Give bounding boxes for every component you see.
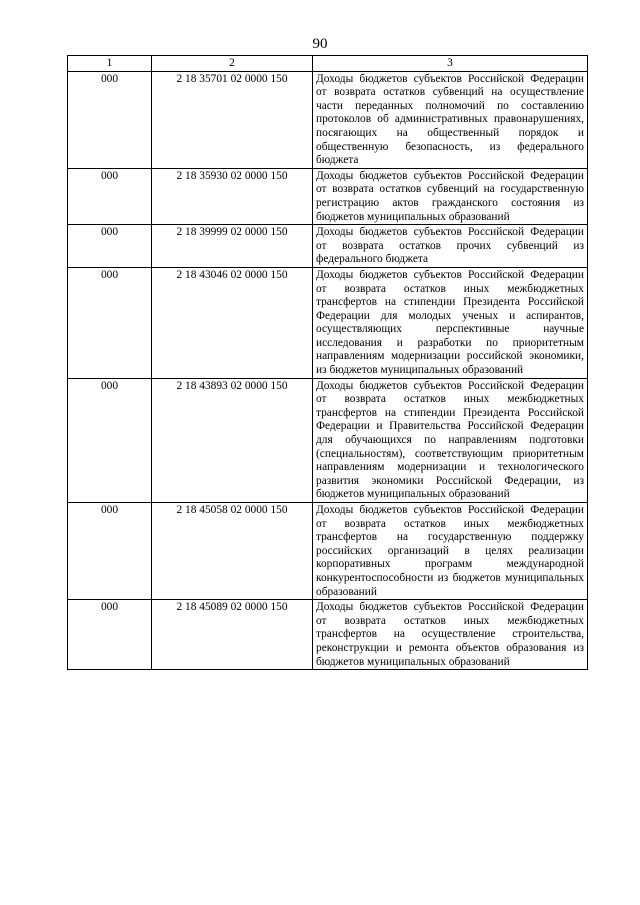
description-cell: Доходы бюджетов субъектов Российской Федерации от возврата остатков иных межбюджетных трансфертов на стипендии Президента Российской Федерации и Правительства Российской Федерации для обучающихся по направлениям подготовки (специальностям), соответствующим приоритетным направлениям модернизации и технологического развития экономики Российской Федерации, из бюджетов муниципальных образований [313,378,588,502]
table-row [68,71,588,168]
budget-code-cell: 2 18 35930 02 0000 150 [152,168,313,224]
table-row [68,378,588,502]
table-row [68,503,588,600]
admin-code-cell: 000 [68,267,152,378]
admin-code-cell: 000 [68,600,152,670]
budget-code-cell: 2 18 45089 02 0000 150 [152,600,313,670]
page-number: 90 [312,36,328,52]
description-cell: Доходы бюджетов субъектов Российской Федерации от возврата остатков иных межбюджетных трансфертов на осуществление строительства, реконструкции и ремонта объектов образования из бюджетов муниципальных образований [313,600,588,670]
description-cell: Доходы бюджетов субъектов Российской Федерации от возврата остатков субвенций на государственную регистрацию актов гражданского состояния из бюджетов муниципальных образований [313,168,588,224]
table-header-row [68,56,588,72]
column-header-description: 3 [313,56,588,72]
budget-code-cell: 2 18 45058 02 0000 150 [152,503,313,600]
budget-code-cell: 2 18 39999 02 0000 150 [152,225,313,268]
column-header-admin-code: 1 [68,56,152,72]
budget-code-cell: 2 18 43893 02 0000 150 [152,378,313,502]
description-cell: Доходы бюджетов субъектов Российской Федерации от возврата остатков иных межбюджетных трансфертов на стипендии Президента Российской Федерации для молодых ученых и аспирантов, осуществляющих перспективные научные исследования и разработки по приоритетным направлениям модернизации российской экономики, из бюджетов муниципальных образований [313,267,588,378]
description-cell: Доходы бюджетов субъектов Российской Федерации от возврата остатков иных межбюджетных трансфертов на государственную поддержку российских организаций в целях реализации корпоративных программ международной конкурентоспособности из бюджетов муниципальных образований [313,503,588,600]
admin-code-cell: 000 [68,378,152,502]
description-cell: Доходы бюджетов субъектов Российской Федерации от возврата остатков субвенций на осуществление части переданных полномочий по составлению протоколов об административных правонарушениях, посягающих на общественный порядок и общественную безопасность, из федерального бюджета [313,71,588,168]
income-codes-table [67,55,588,670]
description-cell: Доходы бюджетов субъектов Российской Федерации от возврата остатков прочих субвенций из федерального бюджета [313,225,588,268]
budget-code-cell: 2 18 43046 02 0000 150 [152,267,313,378]
table-row [68,600,588,670]
table-row [68,168,588,224]
budget-code-cell: 2 18 35701 02 0000 150 [152,71,313,168]
admin-code-cell: 000 [68,225,152,268]
table-row [68,267,588,378]
admin-code-cell: 000 [68,503,152,600]
admin-code-cell: 000 [68,168,152,224]
column-header-budget-code: 2 [152,56,313,72]
admin-code-cell: 000 [68,71,152,168]
table-row [68,225,588,268]
